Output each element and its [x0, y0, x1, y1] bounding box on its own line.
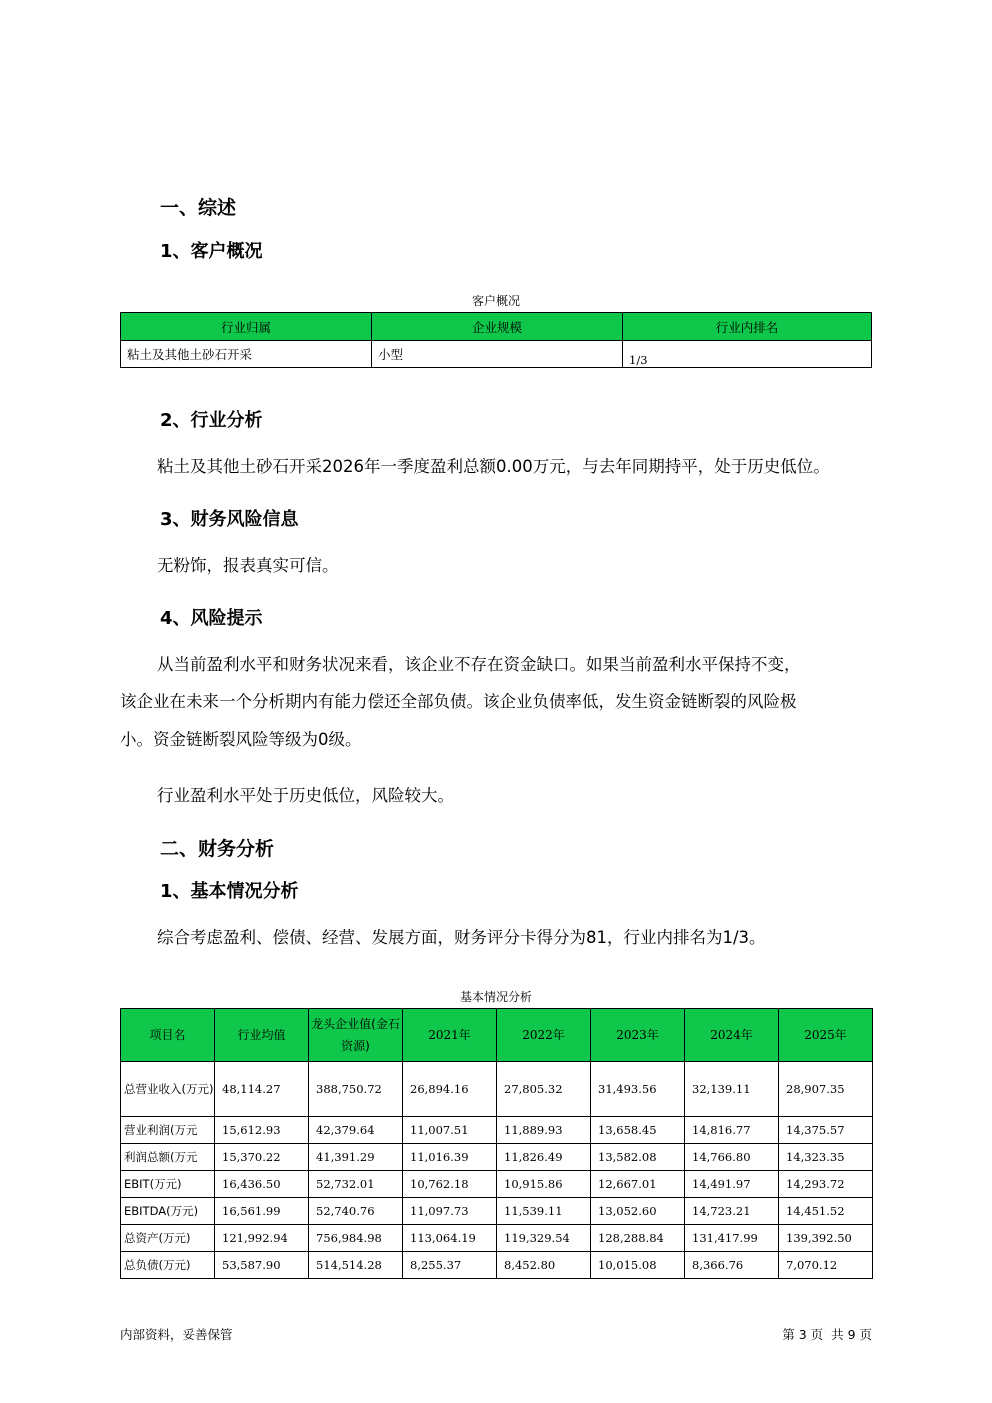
row-label: 总营业收入(万元): [121, 1062, 215, 1117]
table-row: [121, 1225, 873, 1252]
table-cell: 小型: [372, 341, 623, 368]
table-cell: 11,097.73: [403, 1198, 497, 1225]
table-row: [121, 1252, 873, 1279]
table-cell: 42,379.64: [309, 1117, 403, 1144]
table-cell: 14,375.57: [779, 1117, 873, 1144]
subheading-industry-analysis: 2、行业分析: [160, 410, 263, 431]
table-cell: 52,732.01: [309, 1171, 403, 1198]
risk-warning-line-1: 从当前盈利水平和财务状况来看，该企业不存在资金缺口。如果当前盈利水平保持不变，: [157, 655, 801, 674]
table-cell: 11,539.11: [497, 1198, 591, 1225]
table-cell: 10,915.86: [497, 1171, 591, 1198]
table-row: [121, 1144, 873, 1171]
table-cell: 756,984.98: [309, 1225, 403, 1252]
table-cell: 121,992.94: [215, 1225, 309, 1252]
subheading-client-overview: 1、客户概况: [160, 241, 263, 262]
table-cell: 14,766.80: [685, 1144, 779, 1171]
financial-risk-text: 无粉饰，报表真实可信。: [157, 556, 339, 575]
risk-warning-line-4: 行业盈利水平处于历史低位，风险较大。: [157, 786, 454, 805]
table-cell: 8,366.76: [685, 1252, 779, 1279]
table-cell: 48,114.27: [215, 1062, 309, 1117]
table-row: [121, 1117, 873, 1144]
table-cell: 15,612.93: [215, 1117, 309, 1144]
table-header: 2025年: [779, 1009, 873, 1062]
table-cell: 10,015.08: [591, 1252, 685, 1279]
table-header: 2022年: [497, 1009, 591, 1062]
table-row: [121, 1062, 873, 1117]
row-label: 总负债(万元): [121, 1252, 215, 1279]
section-heading-overview: 一、综述: [160, 197, 237, 219]
subheading-basic-analysis: 1、基本情况分析: [160, 881, 299, 902]
table-cell: 31,493.56: [591, 1062, 685, 1117]
table-cell: 8,255.37: [403, 1252, 497, 1279]
table-cell: 11,016.39: [403, 1144, 497, 1171]
table-header: 企业规模: [372, 313, 623, 341]
table-cell: 16,436.50: [215, 1171, 309, 1198]
footer-confidential-note: 内部资料，妥善保管: [120, 1327, 233, 1342]
table-cell: 27,805.32: [497, 1062, 591, 1117]
basic-table-caption: 基本情况分析: [459, 990, 532, 1004]
row-label: 营业利润(万元: [121, 1117, 215, 1144]
row-label: EBIT(万元): [121, 1171, 215, 1198]
table-header: 2021年: [403, 1009, 497, 1062]
table-cell: 14,723.21: [685, 1198, 779, 1225]
table-cell: 113,064.19: [403, 1225, 497, 1252]
table-cell: 14,491.97: [685, 1171, 779, 1198]
table-cell: 52,740.76: [309, 1198, 403, 1225]
table-cell: 11,007.51: [403, 1117, 497, 1144]
table-header: 行业归属: [121, 313, 372, 341]
table-cell: 32,139.11: [685, 1062, 779, 1117]
row-label: 利润总额(万元: [121, 1144, 215, 1171]
table-cell: 13,658.45: [591, 1117, 685, 1144]
table-cell: 53,587.90: [215, 1252, 309, 1279]
table-cell: 12,667.01: [591, 1171, 685, 1198]
client-overview-table: [120, 312, 872, 368]
table-header: 龙头企业值(金石资源): [309, 1009, 403, 1062]
risk-warning-line-2: 该企业在未来一个分析期内有能力偿还全部负债。该企业负债率低，发生资金链断裂的风险极: [120, 692, 797, 711]
table-cell: 514,514.28: [309, 1252, 403, 1279]
table-cell: 16,561.99: [215, 1198, 309, 1225]
footer-page-number: 第 3 页 共 9 页: [782, 1327, 872, 1342]
table-cell: 8,452.80: [497, 1252, 591, 1279]
table-cell: 粘土及其他土砂石开采: [121, 341, 372, 368]
table-header: 行业均值: [215, 1009, 309, 1062]
table-cell: 1/3: [623, 341, 872, 368]
table-cell: 14,816.77: [685, 1117, 779, 1144]
row-label: 总资产(万元): [121, 1225, 215, 1252]
table-cell: 7,070.12: [779, 1252, 873, 1279]
subheading-financial-risk: 3、财务风险信息: [160, 509, 299, 530]
table-header: 2024年: [685, 1009, 779, 1062]
table-cell: 10,762.18: [403, 1171, 497, 1198]
table-cell: 26,894.16: [403, 1062, 497, 1117]
subheading-risk-warning: 4、风险提示: [160, 608, 263, 629]
table-cell: 13,052.60: [591, 1198, 685, 1225]
table-cell: 14,293.72: [779, 1171, 873, 1198]
table-row: [121, 341, 872, 368]
table-header-row: [121, 313, 872, 341]
basic-analysis-text: 综合考虑盈利、偿债、经营、发展方面，财务评分卡得分为81，行业内排名为1/3。: [157, 928, 766, 947]
table-cell: 388,750.72: [309, 1062, 403, 1117]
table-cell: 14,451.52: [779, 1198, 873, 1225]
table-cell: 15,370.22: [215, 1144, 309, 1171]
table-cell: 139,392.50: [779, 1225, 873, 1252]
row-label: EBITDA(万元): [121, 1198, 215, 1225]
table-cell: 41,391.29: [309, 1144, 403, 1171]
table-cell: 119,329.54: [497, 1225, 591, 1252]
basic-analysis-table: [120, 1008, 873, 1279]
table-cell: 11,889.93: [497, 1117, 591, 1144]
client-table-caption: 客户概况: [471, 294, 520, 308]
table-cell: 13,582.08: [591, 1144, 685, 1171]
table-row: [121, 1198, 873, 1225]
table-header-row: [121, 1009, 873, 1062]
table-cell: 28,907.35: [779, 1062, 873, 1117]
table-cell: 11,826.49: [497, 1144, 591, 1171]
table-cell: 128,288.84: [591, 1225, 685, 1252]
table-header: 行业内排名: [623, 313, 872, 341]
industry-analysis-text: 粘土及其他土砂石开采2026年一季度盈利总额0.00万元，与去年同期持平，处于历史低位。: [157, 457, 830, 476]
table-header: 2023年: [591, 1009, 685, 1062]
risk-warning-line-3: 小。资金链断裂风险等级为0级。: [120, 730, 362, 749]
table-row: [121, 1171, 873, 1198]
section-heading-financial-analysis: 二、财务分析: [160, 838, 275, 860]
table-cell: 131,417.99: [685, 1225, 779, 1252]
table-cell: 14,323.35: [779, 1144, 873, 1171]
table-header: 项目名: [121, 1009, 215, 1062]
